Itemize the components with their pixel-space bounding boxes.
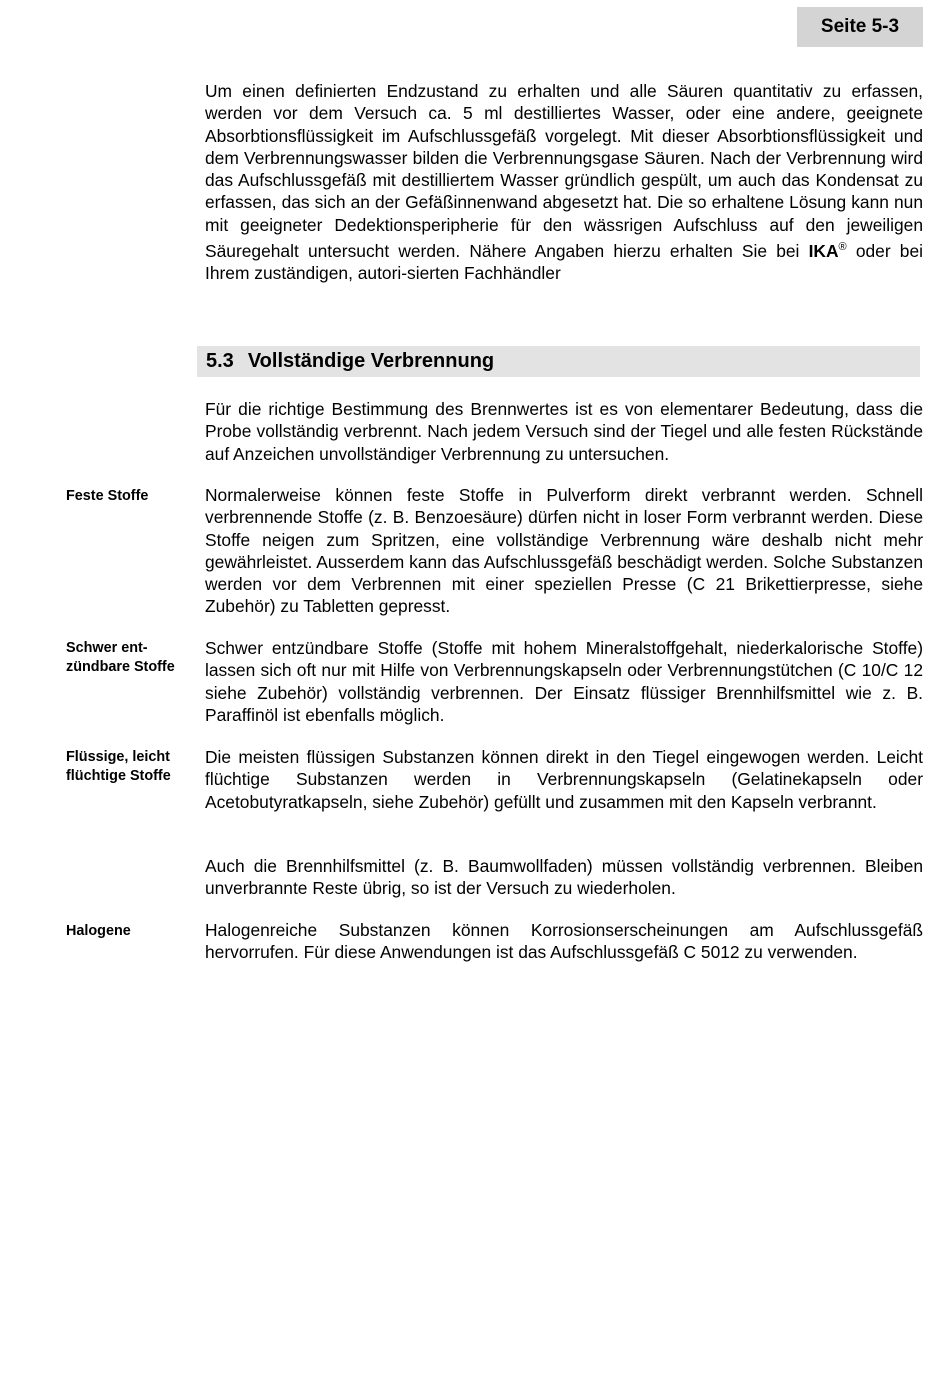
side-label-fluessige-stoffe (66, 748, 196, 786)
side-label-line: zündbare Stoffe (66, 659, 175, 675)
side-label-line: flüchtige Stoffe (66, 768, 171, 784)
intro-text-end: oder bei Ihrem zuständigen, autori-sierten Fachhändler (205, 241, 923, 284)
paragraph-feste-stoffe: Normalerweise können feste Stoffe in Pulverform direkt verbrannt werden. Schnell verbrennende Stoffe (z. B. Benzoesäure) dürfen nicht in loser Form verbrannt werden. Diese Stoffe neigen zum Spritzen, eine vollständige Verbrennung wäre deshalb nicht mehr gewährleistet. Ausserdem kann das Aufschlussgefäß beschädigt werden. Solche Substanzen werden vor dem Verbrennen mit einer speziellen Presse (C 21 Brikettierpresse, siehe Zubehör) zu Tabletten gepresst. (205, 485, 923, 617)
intro-text: Um einen definierten Endzustand zu erhalten und alle Säuren quantitativ zu erfassen, werden vor dem Versuch ca. 5 ml destilliertes Wasser, oder eine andere, geeignete Absorbtionsflüssigkeit im Aufschlussgefäß vorgelegt. Mit dieser Absorbtionsflüssigkeit und dem Verbrennungswasser bilden die Verbrennungsgase Säuren. Nach der Verbrennung wird das Aufschlussgefäß mit destilliertem Wasser gründlich gespült, um auch das Kondensat zu erfassen, das sich an der Gefäßinnenwand abgesetzt hat. Die so erhaltene Lösung kann nun mit geeigneter Dedektionsperipherie für den wässrigen Aufschluss auf den jeweiligen Säuregehalt untersucht werden. Nähere Angaben hierzu erhalten Sie bei (205, 81, 923, 262)
intro-paragraph (205, 80, 923, 285)
paragraph-halogene: Halogenreiche Substanzen können Korrosionserscheinungen am Aufschlussgefäß hervorrufen. Für diese Anwendungen ist das Aufschlussgefäß C 5012 zu verwenden. (205, 920, 923, 963)
page-number-box (797, 7, 923, 47)
registered-mark: ® (838, 241, 847, 254)
paragraph-schwer-entzuendbare-stoffe: Schwer entzündbare Stoffe (Stoffe mit hohem Mineralstoffgehalt, niederkalorische Stoffe) lassen sich oft nur mit Hilfe von Verbrennungskapseln oder Verbrennungstütchen (C 10/C 12 siehe Zubehör) vollständig verbrennen. Der Einsatz flüssiger Brennhilfsmittel wie z. B. Paraffinöl ist ebenfalls möglich. (205, 638, 923, 725)
side-label-feste-stoffe: Feste Stoffe (66, 488, 149, 504)
paragraph-brennhilfsmittel: Auch die Brennhilfsmittel (z. B. Baumwollfaden) müssen vollständig verbrennen. Bleiben unverbrannte Reste übrig, so ist der Versuch zu wiederholen. (205, 856, 923, 899)
side-label-line: Schwer ent- (66, 640, 148, 656)
side-label-line: Flüssige, leicht (66, 749, 170, 765)
page-number: Seite 5-3 (820, 16, 900, 37)
paragraph-fluessige-stoffe: Die meisten flüssigen Substanzen können direkt in den Tiegel eingewogen werden. Leicht flüchtige Substanzen werden in Verbrennungskapseln (Gelatinekapseln oder Acetobutyratkapseln, siehe Zubehör) gefüllt und zusammen mit den Kapseln verbrannt. (205, 747, 923, 812)
side-label-halogene: Halogene (66, 923, 131, 939)
section-heading (197, 346, 920, 377)
section-number: 5.3 (206, 350, 234, 372)
section-intro-paragraph: Für die richtige Bestimmung des Brennwertes ist es von elementarer Bedeutung, dass die Probe vollständig verbrennt. Nach jedem Versuch sind der Tiegel und alle festen Rückstände auf Anzeichen unvollständiger Verbrennung zu untersuchen. (205, 399, 923, 464)
side-label-schwer-entzuendbare-stoffe (66, 639, 196, 677)
brand-name: IKA (808, 241, 839, 262)
section-title: Vollständige Verbrennung (247, 350, 495, 372)
